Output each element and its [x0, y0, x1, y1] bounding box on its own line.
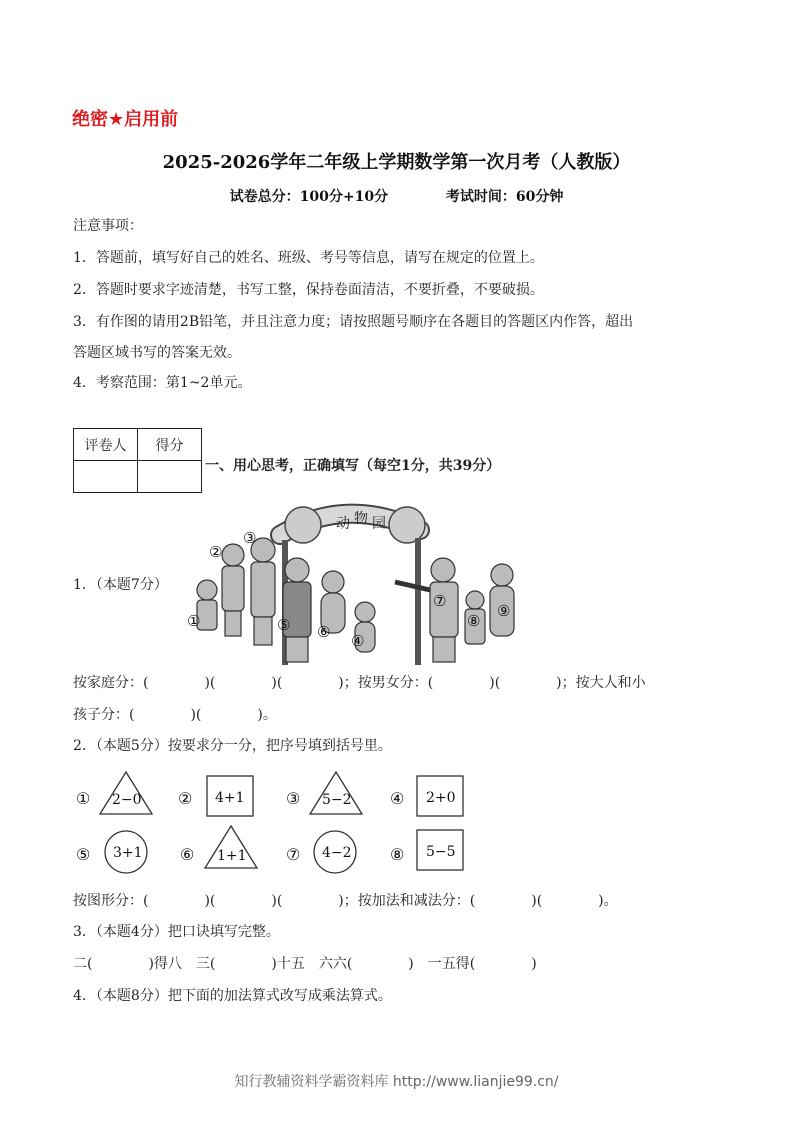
person-number: ⑤ — [277, 616, 291, 634]
exam-time: 考试时间：60分钟 — [445, 189, 564, 205]
q1-answer-line-1[interactable]: 按家庭分：( )( )( )；按男女分：( )( )；按大人和小 — [73, 675, 646, 691]
shape-expr: 1+1 — [217, 848, 247, 864]
note-item: 3．有作图的请用2B铅笔，并且注意力度；请按照题号顺序在各题目的答题区内作答，超出 — [73, 314, 634, 330]
shape-expr: 4+1 — [215, 790, 245, 806]
q1-answer-line-2[interactable]: 孩子分：( )( )。 — [73, 707, 277, 723]
footer-watermark: 知行教辅资料学霸资料库 http://www.lianjie99.cn/ — [234, 1074, 559, 1090]
score-table — [73, 428, 202, 493]
note-item: 4．考察范围：第1~2单元。 — [73, 375, 252, 391]
shape-number: ④ — [390, 789, 405, 808]
zoo-family-illustration — [185, 500, 525, 670]
shape-expr: 2+0 — [426, 790, 456, 806]
shape-number: ③ — [286, 789, 301, 808]
shape-expr: 5−2 — [322, 792, 352, 808]
exam-subtitle — [0, 186, 793, 206]
person-number: ① — [187, 612, 201, 630]
shape-number: ⑧ — [390, 845, 405, 864]
person-number: ⑥ — [317, 623, 331, 641]
sign-char: 园 — [372, 516, 386, 532]
notes-heading: 注意事项： — [73, 218, 143, 234]
q2-shapes — [70, 768, 490, 878]
confidential-label: 绝密★启用前 — [72, 109, 179, 130]
q1-label: 1．（本题7分） — [73, 577, 168, 593]
note-item: 1．答题前，填写好自己的姓名、班级、考号等信息，请写在规定的位置上。 — [73, 250, 544, 266]
q4-label: 4．（本题8分）把下面的加法算式改写成乘法算式。 — [73, 988, 392, 1004]
exam-title: 2025-2026学年二年级上学期数学第一次月考（人教版） — [162, 152, 631, 173]
grader-header: 评卷人 — [74, 429, 138, 461]
person-number: ⑨ — [497, 602, 511, 620]
sign-char: 动 — [336, 516, 350, 532]
q2-answer-line[interactable]: 按图形分：( )( )( )；按加法和减法分：( )( )。 — [73, 893, 618, 909]
shape-number: ⑤ — [76, 845, 91, 864]
q3-answer-line[interactable]: 二( )得八 三( )十五 六六( ) 一五得( ) — [73, 956, 537, 972]
person-number: ④ — [351, 632, 365, 650]
score-cell[interactable] — [138, 461, 202, 493]
note-item: 答题区域书写的答案无效。 — [73, 345, 241, 361]
giraffe-emblem — [389, 507, 425, 543]
q2-label: 2．（本题5分）按要求分一分，把序号填到括号里。 — [73, 738, 392, 754]
shape-expr: 5−5 — [426, 844, 456, 860]
note-item: 2．答题时要求字迹清楚，书写工整，保持卷面清洁，不要折叠，不要破损。 — [73, 282, 544, 298]
q3-label: 3．（本题4分）把口诀填写完整。 — [73, 924, 280, 940]
person-number: ③ — [243, 529, 257, 547]
elephant-emblem — [285, 507, 321, 543]
shape-number: ⑥ — [180, 845, 195, 864]
shape-expr: 4−2 — [322, 845, 352, 861]
grader-cell[interactable] — [74, 461, 138, 493]
shape-expr: 2−0 — [112, 792, 142, 808]
section-1-heading: 一、用心思考，正确填写（每空1分，共39分） — [205, 458, 501, 474]
shape-number: ② — [178, 789, 193, 808]
shape-number: ⑦ — [286, 845, 301, 864]
person-number: ⑦ — [433, 592, 447, 610]
person-number: ② — [209, 543, 223, 561]
shape-expr: 3+1 — [113, 845, 143, 861]
sign-char: 物 — [354, 511, 368, 527]
total-score: 试卷总分：100分+10分 — [229, 189, 389, 205]
person-number: ⑧ — [467, 612, 481, 630]
score-header: 得分 — [138, 429, 202, 461]
shape-number: ① — [76, 789, 91, 808]
